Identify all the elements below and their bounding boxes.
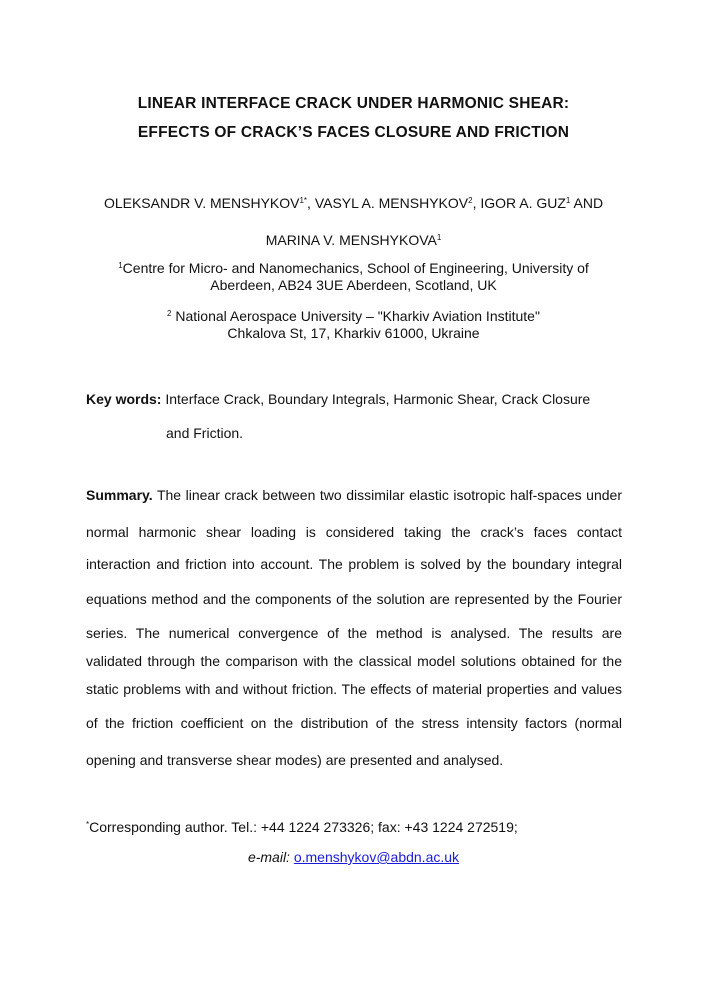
author-sup: 1 [565,196,571,205]
summary-line: of the friction coefficient on the distribution of the stress intensity factors (normal [86,715,622,731]
email-line [0,849,707,866]
affiliation-2 [0,308,707,325]
keywords-label: Key words: [86,391,162,407]
affiliation-line: National Aerospace University – "Kharkiv Aviation Institute" [171,308,540,324]
summary-text: The linear crack between two dissimilar elastic isotropic half-spaces under [152,487,622,503]
title-line-1: LINEAR INTERFACE CRACK UNDER HARMONIC SHEAR: [137,95,570,112]
keywords-line-2: and Friction. [166,425,244,441]
summary-line: normal harmonic shear loading is considered taking the crack’s faces contact [86,524,622,540]
author-name: , VASYL A. MENSHYKOV [307,195,469,211]
authors-line-2 [0,232,707,249]
keywords-text: Interface Crack, Boundary Integrals, Harmonic Shear, Crack Closure [161,391,591,407]
affiliation-sup: 2 [167,309,172,318]
keywords [86,391,590,408]
affiliation-line: Centre for Micro- and Nanomechanics, School of Engineering, University of [122,260,589,276]
email-link[interactable]: o.menshykov@abdn.ac.uk [293,849,460,865]
title-line-2: EFFECTS OF CRACK’S FACES CLOSURE AND FRICTION [137,124,570,141]
author-and: AND [570,195,604,211]
summary-line: interaction and friction into account. The problem is solved by the boundary integral [86,556,622,572]
affiliation-2-line-2: Chkalova St, 17, Kharkiv 61000, Ukraine [227,325,480,341]
affiliation-sup: 1 [118,261,123,270]
summary-line: equations method and the components of the solution are represented by the Fourier [86,591,622,607]
footnote-text: Corresponding author. Tel.: +44 1224 273326; fax: +43 1224 272519; [89,819,518,835]
summary-line: validated through the comparison with the classical model solutions obtained for the [86,653,622,669]
footnote-sup: * [86,820,90,829]
summary-line: series. The numerical convergence of the method is analysed. The results are [86,625,622,641]
author-name: OLEKSANDR V. MENSHYKOV [103,195,300,211]
summary-label: Summary. [86,487,153,503]
author-sup: 2 [468,196,473,205]
summary-line: opening and transverse shear modes) are presented and analysed. [86,752,504,768]
author-name: MARINA V. MENSHYKOVA [265,232,437,248]
summary-line: static problems with and without friction. The effects of material properties and values [86,681,622,697]
author-name: , IGOR A. GUZ [472,195,566,211]
affiliation-1 [0,260,707,277]
affiliation-1-line-2: Aberdeen, AB24 3UE Aberdeen, Scotland, UK [210,277,497,293]
author-sup: 1 [436,233,442,242]
summary-line [86,487,622,504]
footnote [86,819,518,836]
email-label: e-mail: [247,849,290,865]
author-sup: 1* [299,196,308,205]
authors-line-1 [0,195,707,212]
